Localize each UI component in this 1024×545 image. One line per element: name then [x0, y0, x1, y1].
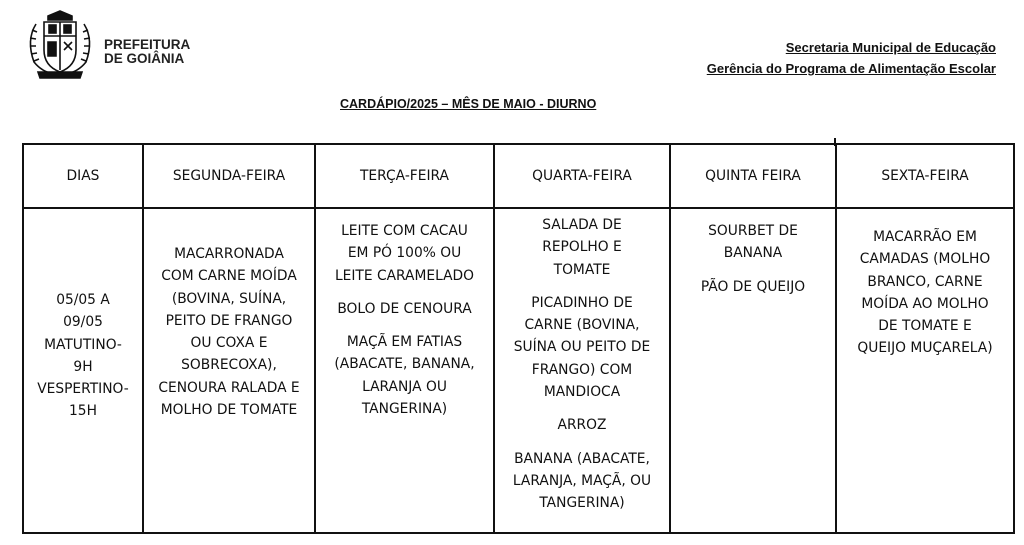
document-title: CARDÁPIO/2025 – MÊS DE MAIO - DIURNO — [340, 97, 597, 111]
quinta-line: PÃO DE QUEIJO — [700, 278, 806, 295]
quarta-line: FRANGO) COM — [531, 361, 633, 378]
item-gap — [501, 403, 663, 414]
header-quinta: QUINTA FEIRA — [670, 144, 836, 208]
menu-table — [22, 143, 1015, 534]
quarta-line: SALADA DE — [542, 217, 622, 233]
terca-line: TANGERINA) — [361, 401, 448, 418]
item-gap — [322, 287, 487, 298]
terca-line: MAÇÃ EM FATIAS — [346, 334, 463, 351]
segunda-line: (BOVINA, SUÍNA, — [171, 290, 287, 307]
sexta-line: QUEIJO MUÇARELA) — [857, 340, 993, 357]
quarta-line: ARROZ — [557, 417, 607, 434]
sexta-line: MACARRÃO EM — [873, 229, 977, 245]
dias-line: MATUTINO- — [44, 336, 122, 353]
header-dias: DIAS — [23, 144, 143, 208]
cell-quarta — [494, 208, 670, 533]
secretaria-name: Secretaria Municipal de Educação — [785, 40, 996, 55]
terca-line: (ABACATE, BANANA, — [334, 356, 475, 373]
segunda-line: COM CARNE MOÍDA — [161, 268, 297, 285]
segunda-line: OU COXA E — [190, 335, 268, 352]
dias-line: VESPERTINO- — [37, 381, 129, 398]
segunda-line: MACARRONADA — [174, 246, 284, 262]
dias-line: 09/05 — [63, 314, 103, 331]
quarta-line: PICADINHO DE — [531, 294, 633, 311]
segunda-line: MOLHO DE TOMATE — [160, 402, 298, 419]
quarta-line: TOMATE — [553, 261, 611, 278]
terca-line: BOLO DE CENOURA — [337, 300, 472, 317]
quarta-line: SUÍNA OU PEITO DE — [513, 339, 651, 356]
segunda-line: CENOURA RALADA E — [158, 379, 300, 396]
logo-line-1: PREFEITURA — [104, 37, 191, 52]
cell-dias — [23, 208, 143, 533]
cell-sexta — [836, 208, 1014, 533]
quarta-line: LARANJA, MAÇÃ, OU — [512, 472, 652, 489]
gerencia-name: Gerência do Programa de Alimentação Escolar — [706, 61, 996, 76]
quarta-line: BANANA (ABACATE, — [514, 450, 650, 467]
quinta-line: SOURBET DE — [708, 223, 798, 239]
segunda-line: SOBRECOXA), — [181, 357, 277, 374]
item-gap — [322, 320, 487, 331]
terca-line: LARANJA OU — [362, 378, 447, 395]
header-terca: TERÇA-FEIRA — [315, 144, 494, 208]
header-sexta: SEXTA-FEIRA — [836, 144, 1014, 208]
organization-header — [707, 37, 996, 79]
terca-line: EM PÓ 100% OU — [347, 245, 462, 262]
item-gap — [677, 265, 829, 276]
logo-wordmark — [104, 38, 190, 66]
quarta-line: MANDIOCA — [543, 384, 621, 401]
dias-line: 05/05 A — [56, 292, 110, 308]
sexta-line: DE TOMATE E — [878, 318, 972, 335]
terca-line: LEITE CARAMELADO — [334, 267, 475, 284]
header-quarta: QUARTA-FEIRA — [494, 144, 670, 208]
quarta-line: REPOLHO E — [542, 239, 622, 256]
header-row — [23, 144, 1014, 208]
quinta-line: BANANA — [723, 245, 783, 262]
dias-line: 9H — [73, 358, 93, 375]
quarta-line: TANGERINA) — [539, 495, 625, 512]
sexta-line: MOÍDA AO MOLHO — [861, 295, 989, 312]
cell-segunda — [143, 208, 315, 533]
cell-terca — [315, 208, 494, 533]
quarta-line: CARNE (BOVINA, — [524, 317, 640, 334]
sexta-line: CAMADAS (MOLHO — [859, 251, 991, 268]
item-gap — [501, 437, 663, 448]
segunda-line: PEITO DE FRANGO — [165, 312, 293, 329]
cell-quinta — [670, 208, 836, 533]
terca-line: LEITE COM CACAU — [341, 223, 468, 239]
dias-line: 15H — [69, 403, 97, 420]
menu-row — [23, 208, 1014, 533]
logo-line-2: DE GOIÂNIA — [104, 51, 185, 66]
header-segunda: SEGUNDA-FEIRA — [143, 144, 315, 208]
goiania-coat-of-arms-logo — [20, 10, 100, 80]
sexta-line: BRANCO, CARNE — [867, 273, 983, 290]
item-gap — [501, 281, 663, 292]
